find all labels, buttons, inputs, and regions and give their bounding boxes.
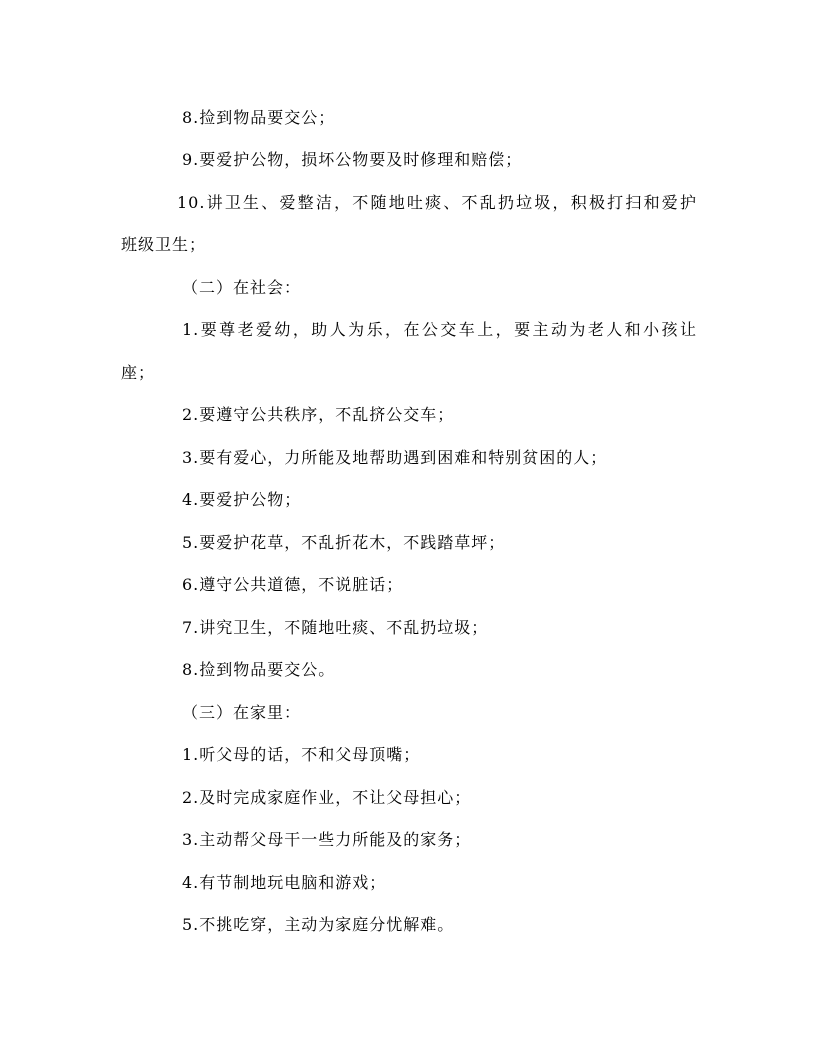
text-line: 5.不挑吃穿，主动为家庭分忧解难。 (182, 915, 455, 934)
text-line: 6.遵守公共道德，不说脏话； (182, 575, 404, 594)
text-line: 1.听父母的话，不和父母顶嘴； (182, 745, 421, 764)
section-heading: （三）在家里： (182, 703, 302, 722)
text-line: 3.要有爱心，力所能及地帮助遇到困难和特别贫困的人； (182, 448, 608, 467)
text-line: 5.要爱护花草，不乱折花木，不践踏草坪； (182, 533, 506, 552)
text-line: 座； (121, 363, 156, 382)
text-line: 4.有节制地玩电脑和游戏； (182, 873, 387, 892)
section-heading: （二）在社会： (182, 278, 302, 297)
text-line: 班级卫生； (121, 235, 207, 254)
text-line: 3.主动帮父母干一些力所能及的家务； (182, 830, 472, 849)
text-line: 10.讲卫生、爱整洁，不随地吐痰、不乱扔垃圾，积极打扫和爱护 (177, 193, 697, 212)
text-line: 4.要爱护公物； (182, 490, 302, 509)
text-line: 9.要爱护公物，损坏公物要及时修理和赔偿； (182, 150, 523, 169)
text-line: 8.捡到物品要交公。 (182, 660, 336, 679)
text-line: 8.捡到物品要交公； (182, 108, 336, 127)
text-line: 1.要尊老爱幼，助人为乐，在公交车上，要主动为老人和小孩让 (182, 320, 697, 339)
text-line: 2.要遵守公共秩序，不乱挤公交车； (182, 405, 455, 424)
text-line: 7.讲究卫生，不随地吐痰、不乱扔垃圾； (182, 618, 489, 637)
text-line: 2.及时完成家庭作业，不让父母担心； (182, 788, 472, 807)
